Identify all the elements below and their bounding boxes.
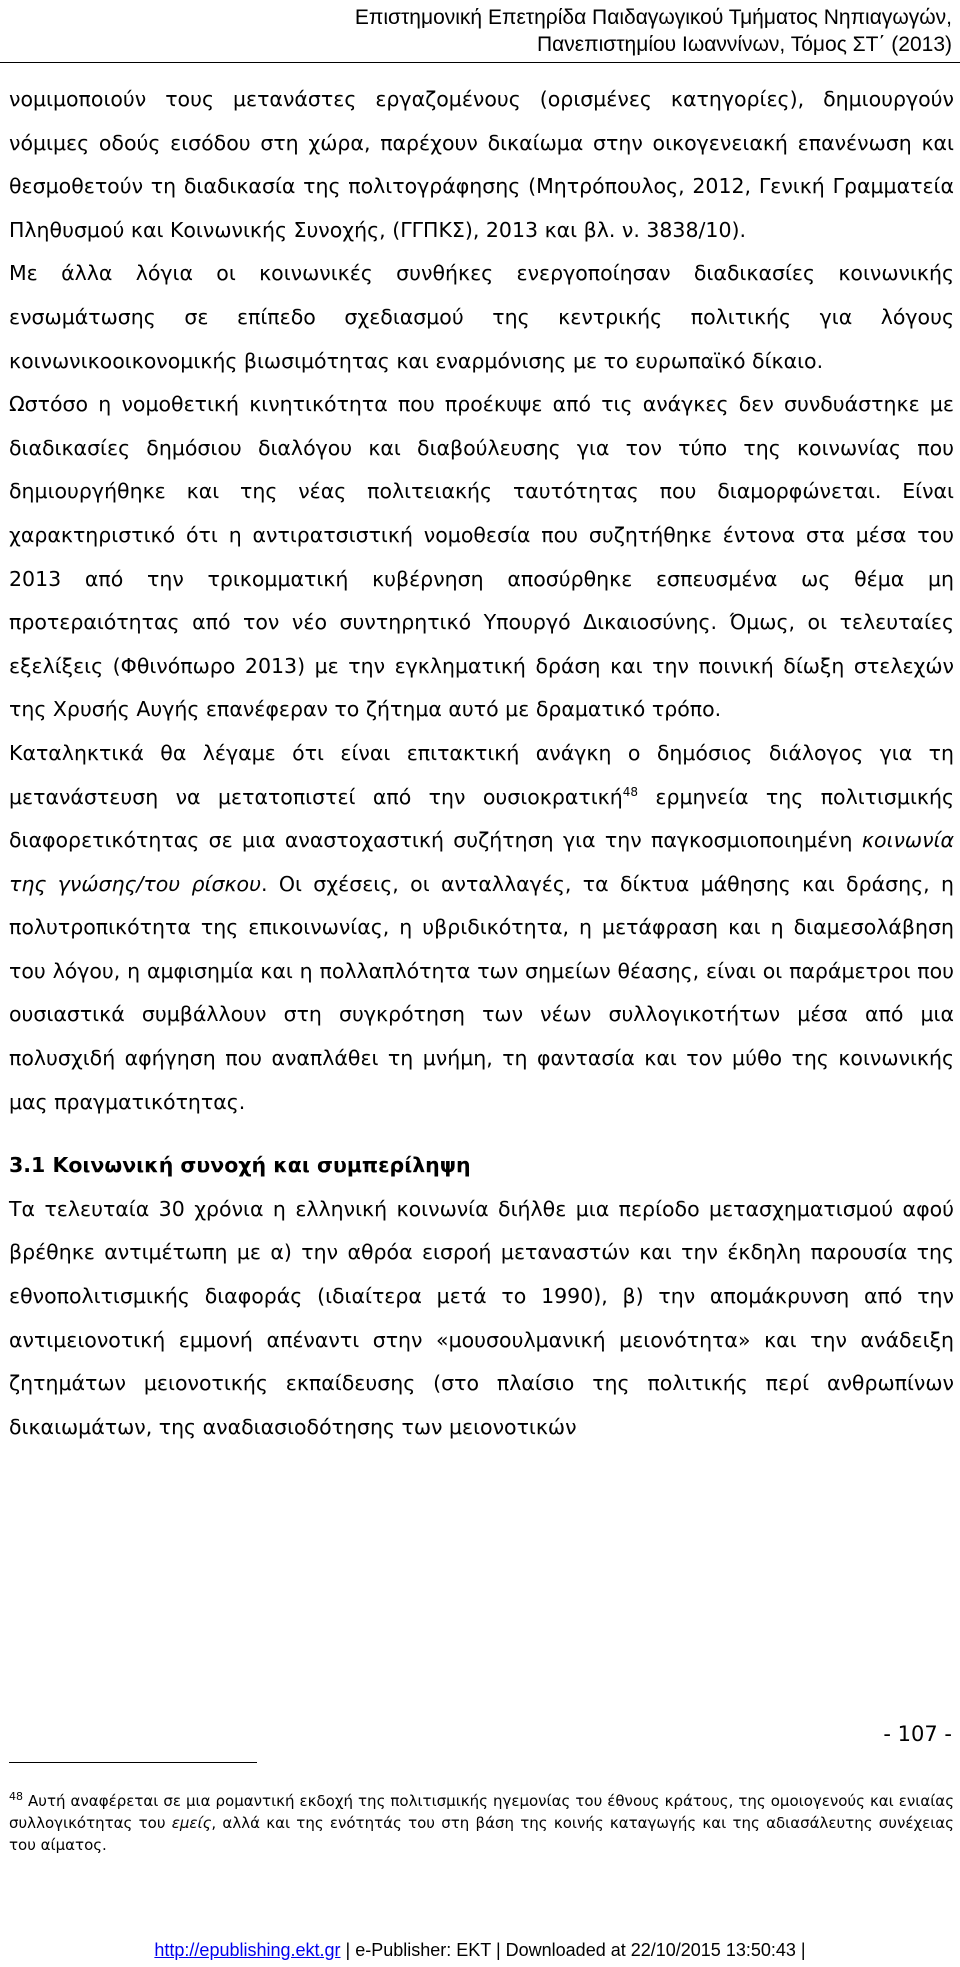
paragraph: Με άλλα λόγια οι κοινωνικές συνθήκες ενεργοποίησαν διαδικασίες κοινωνικής ενσωμάτωσης σε επίπεδο σχεδιασμού της κεντρικής πολιτικής για λόγους κοινωνικοοικονομικής βιωσιμότητας και εναρμόνισης με το ευρωπαϊκό δίκαιο.: [9, 261, 954, 373]
paragraph-text: . Οι σχέσεις, οι ανταλλαγές, τα δίκτυα μάθησης και δράσης, η πολυτροπικότητα της επικοινωνίας, η υβριδικότητα, η μετάφραση και η διαμεσολάβηση του λόγου, η αμφισημία και η πολλαπλότητα των σημείων θέασης, είναι οι παράμετροι που ουσιαστικά συμβάλλουν στη συγκρότηση των νέων συλλογικοτήτων μέσα από μια πολυσχιδή αφήγηση που αναπλάθει τη μνήμη, τη φαντασία και τον μύθο της κοινωνικής μας πραγματικότητας.: [9, 871, 954, 1114]
paragraph: νομιμοποιούν τους μετανάστες εργαζομένους (ορισμένες κατηγορίες), δημιουργούν νόμιμες οδούς εισόδου στη χώρα, παρέχουν δικαίωμα στην οικογενειακή επανένωση και θεσμοθετούν τη διαδικασία της πολιτογράφησης (Μητρόπουλος, 2012, Γενική Γραμματεία Πληθυσμού και Κοινωνικής Συνοχής, (ΓΓΠΚΣ), 2013 και βλ. ν. 3838/10).: [9, 87, 954, 242]
footnote-reference[interactable]: 48: [622, 784, 638, 799]
header-journal-title: Επιστημονική Επετηρίδα Παιδαγωγικού Τμήματος Νηπιαγωγών,: [354, 6, 952, 29]
page-footer: [0, 1938, 960, 1962]
footer-publisher: e-Publisher: EKT: [355, 1940, 491, 1960]
footer-separator: |: [490, 1940, 506, 1960]
publisher-link[interactable]: http://epublishing.ekt.gr: [154, 1940, 341, 1960]
paragraph: Τα τελευταία 30 χρόνια η ελληνική κοινωνία διήλθε μια περίοδο μετασχηματισμού αφού βρέθηκε αντιμέτωπη με α) την αθρόα εισροή μεταναστών και την έκδηλη παρουσία της εθνοπολιτισμικής διαφοράς (ιδιαίτερα μετά το 1990), β) την απομάκρυνση από την αντιμειονοτική εμμονή απέναντι στην «μουσουλμανική μειονότητα» και την ανάδειξη ζητημάτων μειονοτικής εκπαίδευσης (στο πλαίσιο της πολιτικής περί ανθρωπίνων δικαιωμάτων, της αναδιασιοδότησης των μειονοτικών: [9, 1196, 954, 1439]
header-divider: [0, 62, 960, 63]
footer-separator: |: [340, 1940, 356, 1960]
footnote: [9, 1790, 954, 1856]
paragraph: [9, 732, 954, 1124]
paragraph-text: ερμηνεία της πολιτισμικής διαφορετικότητας σε μια αναστοχαστική συζήτηση για την παγκοσμιοποιημένη: [9, 784, 955, 853]
footnote-text: Αυτή αναφέρεται σε μια ρομαντική εκδοχή της πολιτισμικής ηγεμονίας του έθνους κράτους, της ομοιογενούς και ενιαίας συλλογικότητας του: [9, 1792, 954, 1832]
paragraph: Ωστόσο η νομοθετική κινητικότητα που προέκυψε από τις ανάγκες δεν συνδυάστηκε με διαδικασίες δημόσιου διαλόγου και διαβούλευσης για τον τύπο της κοινωνίας που δημιουργήθηκε και της νέας πολιτειακής ταυτότητας που διαμορφώνεται. Είναι χαρακτηριστικό ότι η αντιρατσιστική νομοθεσία που συζητήθηκε έντονα στα μέσα του 2013 από την τρικομματική κυβέρνηση αποσύρθηκε εσπευσμένα ως θέμα μη προτεραιότητας από τον νέο συντηρητικό Υπουργό Δικαιοσύνης. Όμως, οι τελευταίες εξελίξεις (Φθινόπωρο 2013) με την εγκληματική δράση και την ποινική δίωξη στελεχών της Χρυσής Αυγής επανέφεραν το ζήτημα αυτό με δραματικό τρόπο.: [9, 392, 954, 722]
footnote-text: , αλλά και της ενότητάς του στη βάση της κοινής καταγωγής και της αδιασάλευτης συνέχειας του αίματος.: [9, 1814, 954, 1854]
footer-separator: |: [795, 1940, 806, 1960]
page-header: [355, 4, 952, 58]
main-text: [9, 78, 954, 1449]
paragraph-text: Καταληκτικά θα λέγαμε ότι είναι επιτακτική ανάγκη ο δημόσιος διάλογος για τη μετανάστευση να μετατοπιστεί από την ουσιοκρατική: [9, 740, 954, 809]
header-journal-volume: Πανεπιστημίου Ιωαννίνων, Τόμος ΣΤ΄ (2013): [536, 33, 952, 56]
section-heading: 3.1 Κοινωνική συνοχή και συμπερίληψη: [9, 1153, 471, 1178]
emphasized-phrase: κοινωνία της γνώσης/του ρίσκου: [9, 828, 954, 896]
footer-download-info: Downloaded at 22/10/2015 13:50:43: [505, 1940, 796, 1960]
footnote-emphasis: εμείς: [171, 1814, 212, 1832]
footnote-number: 48: [9, 1790, 23, 1803]
footnote-divider: [9, 1762, 257, 1763]
page-number: - 107 -: [883, 1722, 952, 1746]
